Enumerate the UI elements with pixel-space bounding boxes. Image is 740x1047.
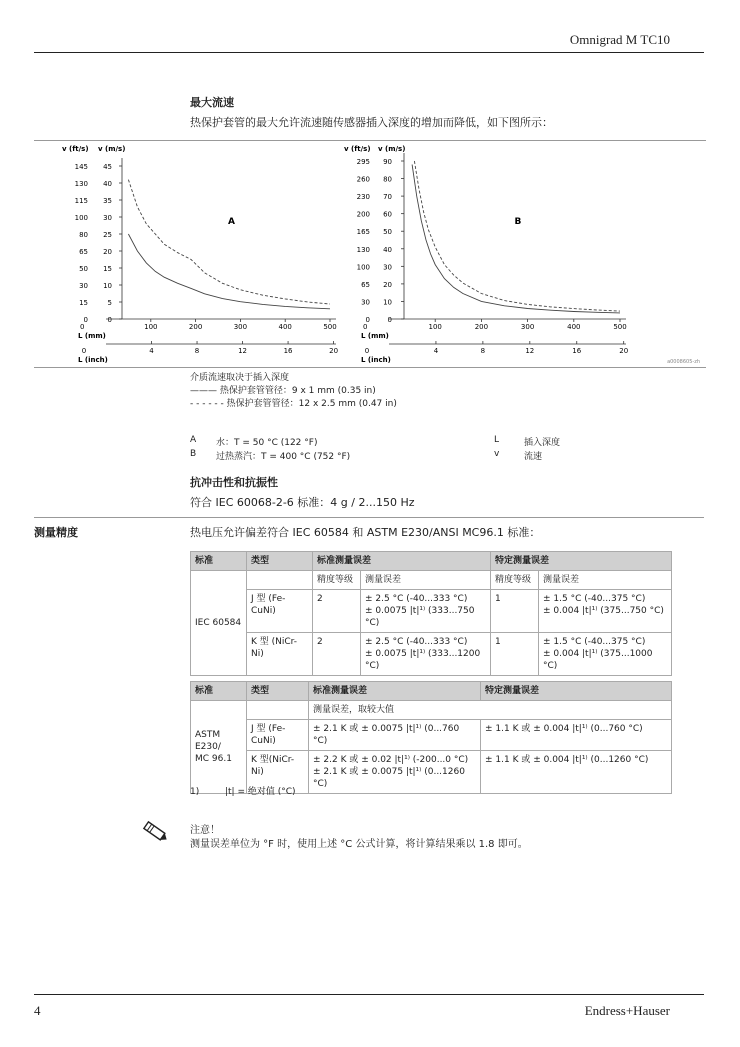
x-tick-mm: 200: [474, 323, 489, 331]
x-tick-inch: 0: [364, 347, 370, 355]
x-tick-mm: 200: [188, 323, 203, 331]
header-spec-accuracy: 特定测量误差: [491, 552, 672, 571]
footer-rule: [34, 994, 704, 995]
y-tick-ms: 30: [383, 263, 392, 272]
abbr-value-a: 水：T = 50 °C (122 °F): [216, 438, 318, 448]
legend-dashed: - - - - - - 热保护套管管径：12 x 2.5 mm (0.47 in): [190, 399, 397, 409]
header-type: 类型: [247, 552, 313, 571]
table-row: [191, 720, 672, 751]
footnote-text: |t| = 绝对值 (°C): [225, 787, 296, 797]
series-line-dashed: [414, 161, 620, 311]
y-tick-ft: 50: [79, 265, 88, 273]
x-tick-mm: 400: [278, 323, 292, 331]
y-tick-ft: 100: [74, 214, 88, 222]
x-axis-mm-label: L (mm): [361, 332, 389, 340]
y-tick-ms: 20: [383, 280, 392, 289]
y-tick-ms: 90: [383, 158, 392, 166]
table-row: [191, 590, 672, 633]
astm-accuracy-table: [190, 681, 672, 794]
y-axis-ms-label: v (m/s): [378, 145, 406, 153]
pencil-note-icon: [142, 820, 170, 844]
y-tick-ft: 200: [356, 210, 370, 219]
header-spec-accuracy: 特定测量误差: [481, 682, 672, 701]
y-tick-ft: 65: [79, 248, 88, 256]
legend-solid: ——— 热保护套管管径：9 x 1 mm (0.35 in): [190, 386, 376, 396]
series-line-solid: [412, 165, 620, 313]
y-tick-ft: 30: [361, 298, 370, 307]
x-tick-inch: 20: [619, 347, 629, 355]
x-tick-inch: 0: [81, 347, 87, 355]
x-tick-inch: 16: [572, 347, 582, 355]
x-tick-mm: 400: [567, 323, 581, 331]
brand-name: Endress+Hauser: [584, 1003, 670, 1018]
cell-type: J 型 (Fe-CuNi): [247, 590, 313, 633]
shock-title: 抗冲击性和抗振性: [190, 476, 278, 489]
flow-velocity-charts: [34, 141, 706, 369]
y-tick-ft: 165: [356, 228, 370, 237]
abbr-key-a: A: [190, 435, 197, 445]
y-tick-ft: 65: [361, 280, 370, 289]
y-tick-ms: 70: [383, 193, 392, 202]
cell-class: 1: [491, 633, 539, 676]
note-title: 注意！: [190, 825, 220, 836]
y-tick-ft: 130: [74, 180, 88, 188]
x-tick-mm: 100: [144, 323, 158, 331]
cell-class: 2: [313, 633, 361, 676]
x-axis-inch-label: L (inch): [78, 356, 108, 364]
y-axis-ms-label: v (m/s): [98, 145, 126, 153]
y-tick-ms: 20: [103, 248, 112, 256]
cell-error: ± 2.5 °C (-40...333 °C) ± 0.0075 |t|¹⁾ (333...1200 °C): [361, 633, 491, 676]
max-flow-title: 最大流速: [190, 96, 234, 109]
document-title: Omnigrad M TC10: [569, 32, 670, 47]
table-header-row: [191, 682, 672, 701]
iec-accuracy-table: [190, 551, 672, 676]
series-line-dashed: [128, 180, 330, 304]
cell-class: 1: [491, 590, 539, 633]
chart-label: B: [514, 217, 522, 227]
figure-id: a0008605-zh: [667, 359, 700, 365]
header-type: 类型: [247, 682, 309, 701]
y-tick-ft: 0: [83, 316, 88, 324]
y-tick-ms: 0: [107, 316, 112, 324]
x-tick-inch: 16: [283, 347, 293, 355]
cell-type: K 型(NiCr-Ni): [247, 751, 309, 794]
cell-standard: ASTM E230/ MC 96.1: [191, 701, 247, 794]
y-tick-ms: 40: [103, 180, 112, 188]
chart-label: A: [228, 217, 235, 227]
abbr-value-b: 过热蒸汽：T = 400 °C (752 °F): [216, 452, 351, 462]
y-tick-ms: 50: [383, 228, 392, 237]
x-zero-mm: 0: [363, 323, 368, 331]
x-axis-mm-label: L (mm): [78, 332, 106, 340]
x-tick-inch: 20: [329, 347, 339, 355]
cell-error: ± 1.5 °C (-40...375 °C) ± 0.004 |t|¹⁾ (375...750 °C): [539, 590, 672, 633]
header-std-accuracy: 标准测量误差: [313, 552, 491, 571]
y-axis-ft-label: v (ft/s): [62, 145, 89, 153]
footnote-number: 1): [190, 787, 200, 797]
y-tick-ms: 40: [383, 245, 392, 254]
y-tick-ms: 60: [383, 210, 392, 219]
y-tick-ms: 45: [103, 163, 112, 171]
x-tick-inch: 12: [525, 347, 535, 355]
table-row: [191, 633, 672, 676]
y-axis-ft-label: v (ft/s): [344, 145, 371, 153]
footnote: [190, 784, 296, 797]
header-standard: 标准: [191, 682, 247, 701]
header-standard: 标准: [191, 552, 247, 571]
cell-error: ± 2.1 K 或 ± 0.0075 |t|¹⁾ (0...760 °C): [309, 720, 481, 751]
section-divider: [34, 517, 704, 518]
sub-error: 测量误差: [539, 571, 672, 590]
table-header-row: [191, 552, 672, 571]
x-tick-inch: 8: [194, 347, 200, 355]
x-tick-mm: 100: [428, 323, 442, 331]
cell-type: K 型 (NiCr-Ni): [247, 633, 313, 676]
x-tick-mm: 300: [520, 323, 535, 331]
page-number: 4: [34, 1003, 41, 1018]
y-tick-ft: 130: [356, 245, 370, 254]
y-tick-ft: 0: [365, 316, 370, 324]
header-std-accuracy: 标准测量误差: [309, 682, 481, 701]
cell-type: J 型 (Fe-CuNi): [247, 720, 309, 751]
x-axis-inch-label: L (inch): [361, 356, 391, 364]
x-tick-mm: 300: [233, 323, 248, 331]
y-tick-ft: 295: [356, 158, 370, 166]
x-tick-inch: 8: [480, 347, 486, 355]
x-zero-mm: 0: [80, 323, 85, 331]
header-rule: [34, 52, 704, 53]
legend-title: 介质流速取决于插入深度: [190, 373, 290, 383]
abbr-value-v: 流速: [524, 452, 543, 462]
y-tick-ft: 100: [356, 263, 370, 272]
y-tick-ms: 25: [103, 231, 112, 239]
max-flow-intro: 热保护套管的最大允许流速随传感器插入深度的增加而降低，如下图所示：: [190, 116, 553, 129]
sub-error: 测量误差，取较大值: [309, 701, 672, 720]
sub-error: 测量误差: [361, 571, 491, 590]
y-tick-ms: 0: [387, 316, 392, 324]
abbr-key-v: v: [494, 449, 500, 459]
y-tick-ms: 15: [103, 265, 112, 273]
x-tick-inch: 4: [149, 347, 154, 355]
cell-empty: [247, 571, 313, 590]
cell-empty: [247, 701, 309, 720]
y-tick-ft: 15: [79, 299, 88, 307]
note-block: [190, 824, 528, 852]
note-text: 测量误差单位为 °F 时，使用上述 °C 公式计算，将计算结果乘以 1.8 即可。: [190, 839, 528, 850]
y-tick-ms: 10: [383, 298, 392, 307]
y-tick-ft: 230: [356, 193, 370, 202]
cell-error: ± 2.5 °C (-40...333 °C) ± 0.0075 |t|¹⁾ (333...750 °C): [361, 590, 491, 633]
cell-error: ± 1.1 K 或 ± 0.004 |t|¹⁾ (0...760 °C): [481, 720, 672, 751]
shock-text: 符合 IEC 60068-2-6 标准：4 g / 2...150 Hz: [190, 496, 415, 509]
accuracy-heading: 测量精度: [34, 526, 78, 539]
abbr-value-l: 插入深度: [524, 438, 561, 448]
sub-class: 精度等级: [313, 571, 361, 590]
table-subheader-row: [191, 571, 672, 590]
y-tick-ms: 10: [103, 282, 112, 290]
x-tick-mm: 500: [613, 323, 627, 331]
cell-standard: IEC 60584: [191, 571, 247, 676]
y-tick-ms: 5: [107, 299, 112, 307]
y-tick-ms: 35: [103, 197, 112, 205]
x-tick-inch: 4: [433, 347, 439, 355]
accuracy-intro: 热电压允许偏差符合 IEC 60584 和 ASTM E230/ANSI MC96.1 标准：: [190, 526, 541, 539]
flow-velocity-figure: [34, 140, 706, 368]
series-line-solid: [128, 234, 330, 309]
figure-legend: [190, 372, 397, 411]
abbr-key-l: L: [494, 435, 500, 445]
cell-class: 2: [313, 590, 361, 633]
y-tick-ft: 260: [356, 175, 370, 184]
cell-error: ± 1.1 K 或 ± 0.004 |t|¹⁾ (0...1260 °C): [481, 751, 672, 794]
abbr-key-b: B: [190, 449, 197, 459]
y-tick-ft: 80: [79, 231, 88, 239]
y-tick-ft: 30: [79, 282, 88, 290]
table-subheader-row: [191, 701, 672, 720]
y-tick-ft: 145: [74, 163, 88, 171]
x-tick-inch: 12: [238, 347, 248, 355]
y-tick-ms: 80: [383, 175, 392, 184]
x-tick-mm: 500: [323, 323, 337, 331]
cell-error: ± 2.2 K 或 ± 0.02 |t|¹⁾ (-200...0 °C) ± 2.1 K 或 ± 0.0075 |t|¹⁾ (0...1260 °C): [309, 751, 481, 794]
cell-error: ± 1.5 °C (-40...375 °C) ± 0.004 |t|¹⁾ (375...1000 °C): [539, 633, 672, 676]
sub-class: 精度等级: [491, 571, 539, 590]
y-tick-ms: 30: [103, 214, 112, 222]
y-tick-ft: 115: [74, 197, 88, 205]
